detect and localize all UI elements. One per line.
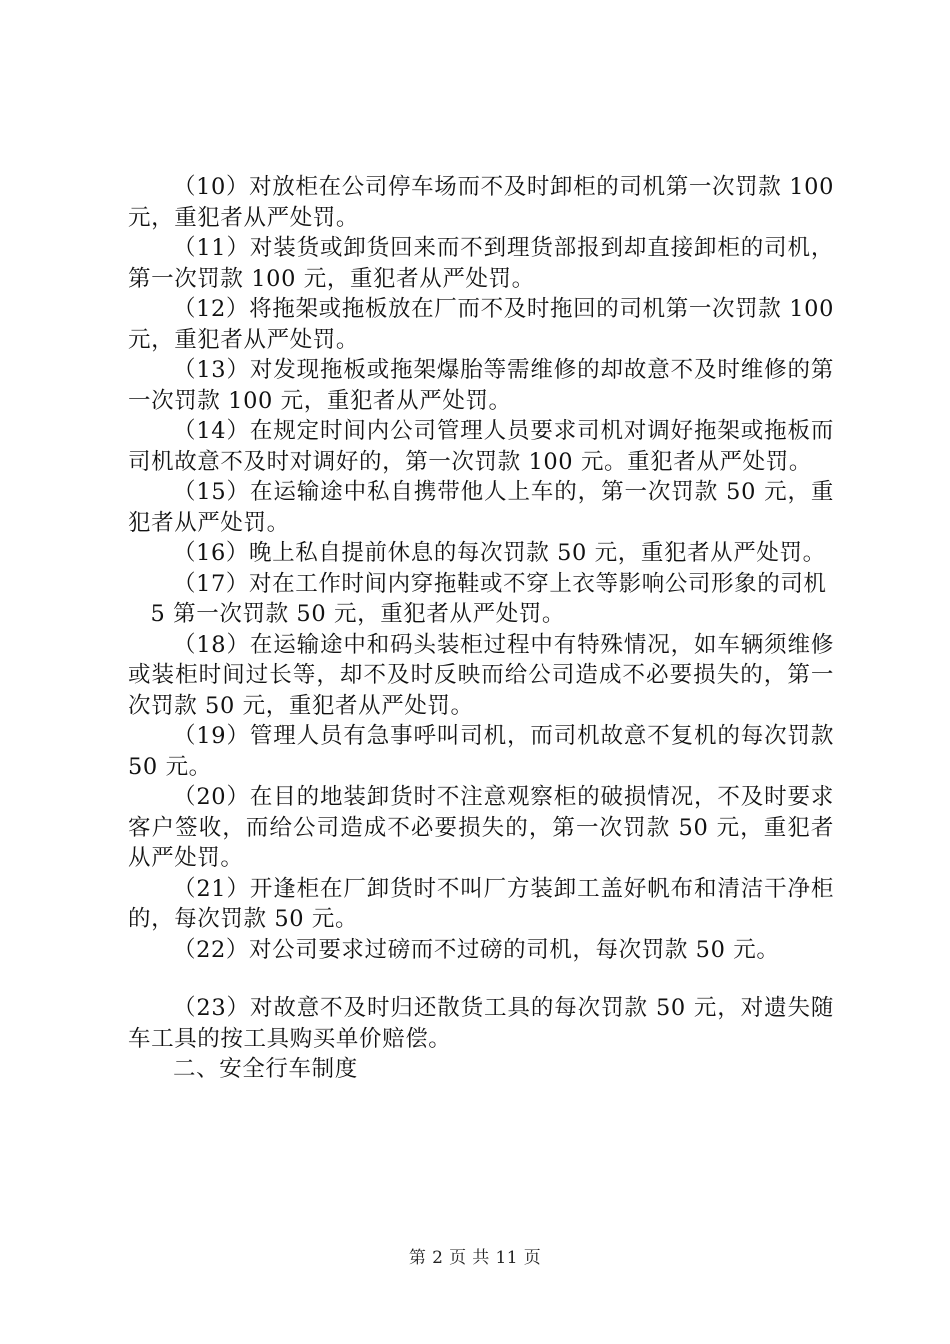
clause-13: （13）对发现拖板或拖架爆胎等需维修的却故意不及时维修的第一次罚款 100 元，重犯者从严处罚。 [128,357,834,414]
clause-14: （14）在规定时间内公司管理人员要求司机对调好拖架或拖板而司机故意不及时对调好的，第一次罚款 100 元。重犯者从严处罚。 [128,418,834,475]
clause-23: （23）对故意不及时归还散货工具的每次罚款 50 元，对遗失随车工具的按工具购买单价赔偿。 [128,995,834,1052]
clause-12: （12）将拖架或拖板放在厂而不及时拖回的司机第一次罚款 100 元，重犯者从严处罚。 [128,296,834,353]
section-heading: 二、安全行车制度 [173,1056,358,1082]
clause-22: （22）对公司要求过磅而不过磅的司机，每次罚款 50 元。 [173,936,780,963]
clause-19: （19）管理人员有急事呼叫司机，而司机故意不复机的每次罚款 50 元。 [128,723,834,780]
clause-17-continued: 5 第一次罚款 50 元，重犯者从严处罚。 [150,601,566,627]
clause-18: （18）在运输途中和码头装柜过程中有特殊情况，如车辆须维修或装柜时间过长等，却不及时反映而给公司造成不必要损失的，第一次罚款 50 元，重犯者从严处罚。 [128,631,834,719]
page-footer: 第 2 页 共 11 页 [408,1248,542,1268]
clause-17: （17）对在工作时间内穿拖鞋或不穿上衣等影响公司形象的司机 [173,570,827,597]
clause-10: （10）对放柜在公司停车场而不及时卸柜的司机第一次罚款 100 元，重犯者从严处罚。 [128,174,834,231]
clause-11: （11）对装货或卸货回来而不到理货部报到却直接卸柜的司机，第一次罚款 100 元，重犯者从严处罚。 [128,235,834,292]
clause-20: （20）在目的地装卸货时不注意观察柜的破损情况，不及时要求客户签收，而给公司造成不必要损失的，第一次罚款 50 元，重犯者从严处罚。 [128,784,834,871]
clause-15: （15）在运输途中私自携带他人上车的，第一次罚款 50 元，重犯者从严处罚。 [128,479,834,536]
clause-16: （16）晚上私自提前休息的每次罚款 50 元，重犯者从严处罚。 [173,540,826,566]
document-body [128,172,834,1085]
clause-21: （21）开逢柜在厂卸货时不叫厂方装卸工盖好帆布和清洁干净柜的，每次罚款 50 元。 [128,875,834,932]
